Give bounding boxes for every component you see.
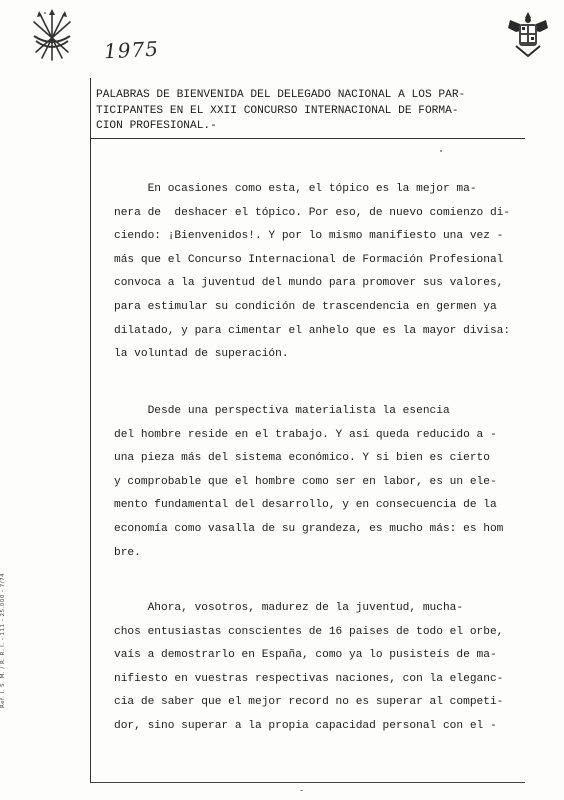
text-line: bre. (114, 546, 141, 559)
header-line: PALABRAS DE BIENVENIDA DEL DELEGADO NACIONAL A LOS PAR- (96, 89, 466, 101)
text-line: para estimular su condición de trascendencia en germen ya (114, 300, 497, 313)
handwritten-number: 1975 (103, 36, 160, 64)
text-line: nera de deshacer el tópico. Por eso, de nuevo comienzo di- (114, 206, 511, 219)
text-line: vaís a demostrarlo en España, como ya lo pusisteís de ma- (114, 649, 497, 662)
text-line: dor, sino superar a la propia capacidad personal con el - (114, 719, 497, 732)
text-line: En ocasiones como esta, el tópico es la mejor ma- (114, 183, 477, 195)
text-line: del hombre reside en el trabajo. Y así queda reducido a - (114, 428, 497, 441)
paragraph-2 (114, 400, 534, 565)
text-line: una pieza más del sistema económico. Y si bien es cierto (114, 452, 490, 465)
paragraph-3 (114, 597, 534, 739)
side-print-imprint: Ref. I. S. M. / R. R. I. - 111 - 25.000 - 7/74 (0, 572, 6, 708)
paper-speck (300, 790, 303, 791)
text-line: más que el Concurso Internacional de Formación Profesional (114, 253, 504, 266)
eagle-coat-of-arms-icon (506, 10, 550, 58)
text-line: mento fundamental del desarrollo, y en consecuencia de la (114, 499, 497, 512)
document-header (96, 88, 526, 135)
header-underline (90, 138, 525, 139)
left-margin-line (90, 78, 91, 783)
text-line: economía como vasalla de su grandeza, es mucho más: es hom (114, 522, 504, 535)
text-line: convoca a la juventud del mundo para promover sus valores, (114, 277, 504, 290)
text-line: Desde una perspectiva materialista la esencia (114, 405, 450, 417)
text-line: nifiesto en vuestras respectivas naciones, con la eleganc- (114, 672, 504, 685)
header-line: TICIPANTES EN EL XXII CONCURSO INTERNACIONAL DE FORMA- (96, 104, 459, 117)
footer-rule (90, 782, 525, 783)
text-line: dilatado, y para cimentar el anhelo que es la mayor divisa: (114, 324, 511, 337)
paragraph-1 (114, 178, 534, 367)
paper-speck (44, 12, 46, 14)
paper-speck (440, 150, 442, 152)
yoke-and-arrows-emblem-icon (22, 8, 82, 64)
text-line: ciendo: ¡Bienvenidos!. Y por lo mismo manifiesto una vez - (114, 230, 504, 243)
text-line: chos entusiastas conscientes de 16 paises de todo el orbe, (114, 625, 504, 638)
text-line: la voluntad de superación. (114, 348, 289, 361)
header-line: CION PROFESIONAL.- (96, 120, 217, 132)
text-line: cia de saber que el mejor record no es superar al competi- (114, 696, 504, 709)
text-line: y comprobable que el hombre como ser en labor, es un ele- (114, 475, 497, 488)
text-line: Ahora, vosotros, madurez de la juventud, mucha- (114, 602, 464, 614)
